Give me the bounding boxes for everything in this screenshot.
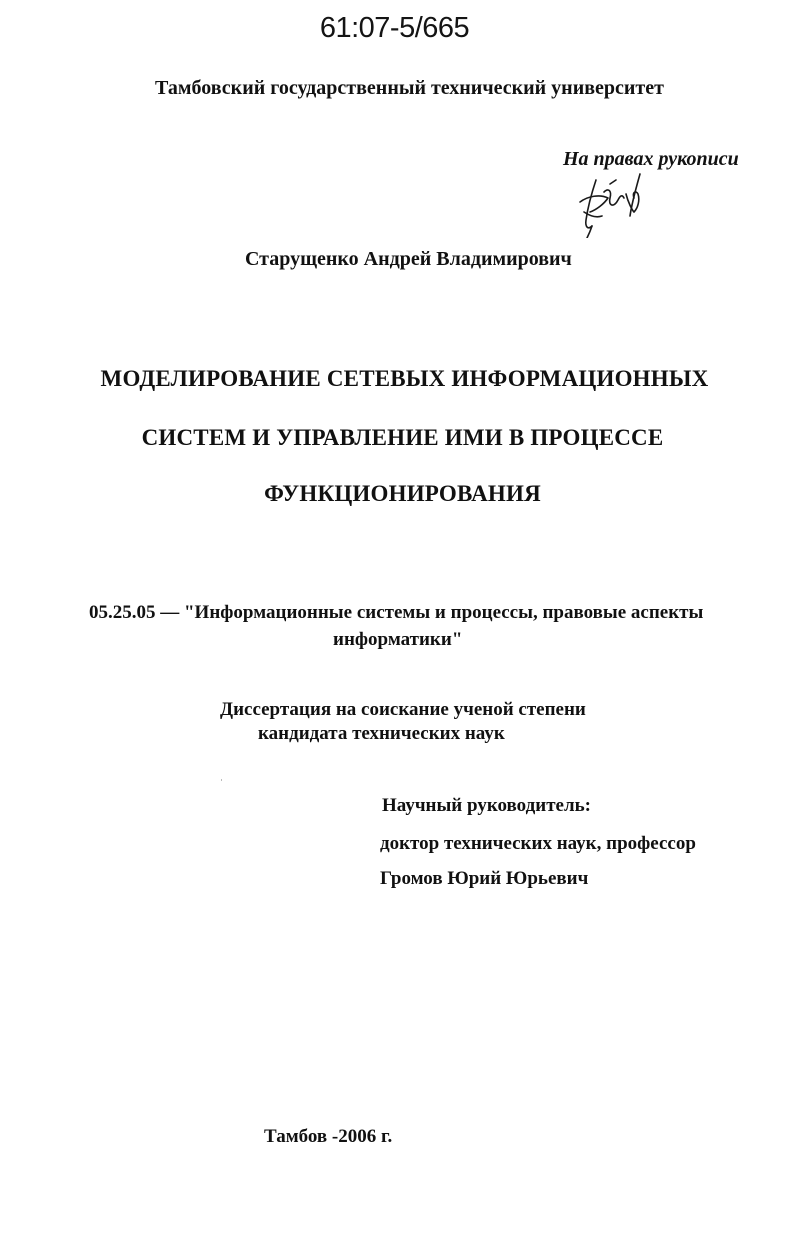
author-name: Старущенко Андрей Владимирович	[245, 248, 572, 270]
supervisor-degree: доктор технических наук, профессор	[380, 833, 696, 854]
university-name: Тамбовский государственный технический университет	[155, 77, 664, 99]
supervisor-name: Громов Юрий Юрьевич	[380, 868, 589, 889]
signature-icon	[574, 172, 654, 238]
degree-line-2: кандидата технических наук	[258, 723, 505, 744]
dissertation-title-line-1: МОДЕЛИРОВАНИЕ СЕТЕВЫХ ИНФОРМАЦИОННЫХ	[100, 366, 709, 391]
catalog-number: 61:07-5/665	[319, 12, 470, 44]
place-year: Тамбов -2006 г.	[264, 1126, 393, 1147]
degree-line-1: Диссертация на соискание ученой степени	[220, 699, 586, 720]
specialty-line-2: информатики"	[333, 629, 463, 650]
manuscript-rights: На правах рукописи	[563, 148, 739, 170]
specialty-line-1: 05.25.05 — "Информационные системы и процессы, правовые аспекты	[89, 602, 704, 623]
supervisor-label: Научный руководитель:	[382, 795, 591, 816]
scan-speck	[221, 779, 222, 781]
dissertation-title-line-3: ФУНКЦИОНИРОВАНИЯ	[264, 481, 541, 506]
dissertation-title-line-2: СИСТЕМ И УПРАВЛЕНИЕ ИМИ В ПРОЦЕССЕ	[141, 425, 664, 450]
